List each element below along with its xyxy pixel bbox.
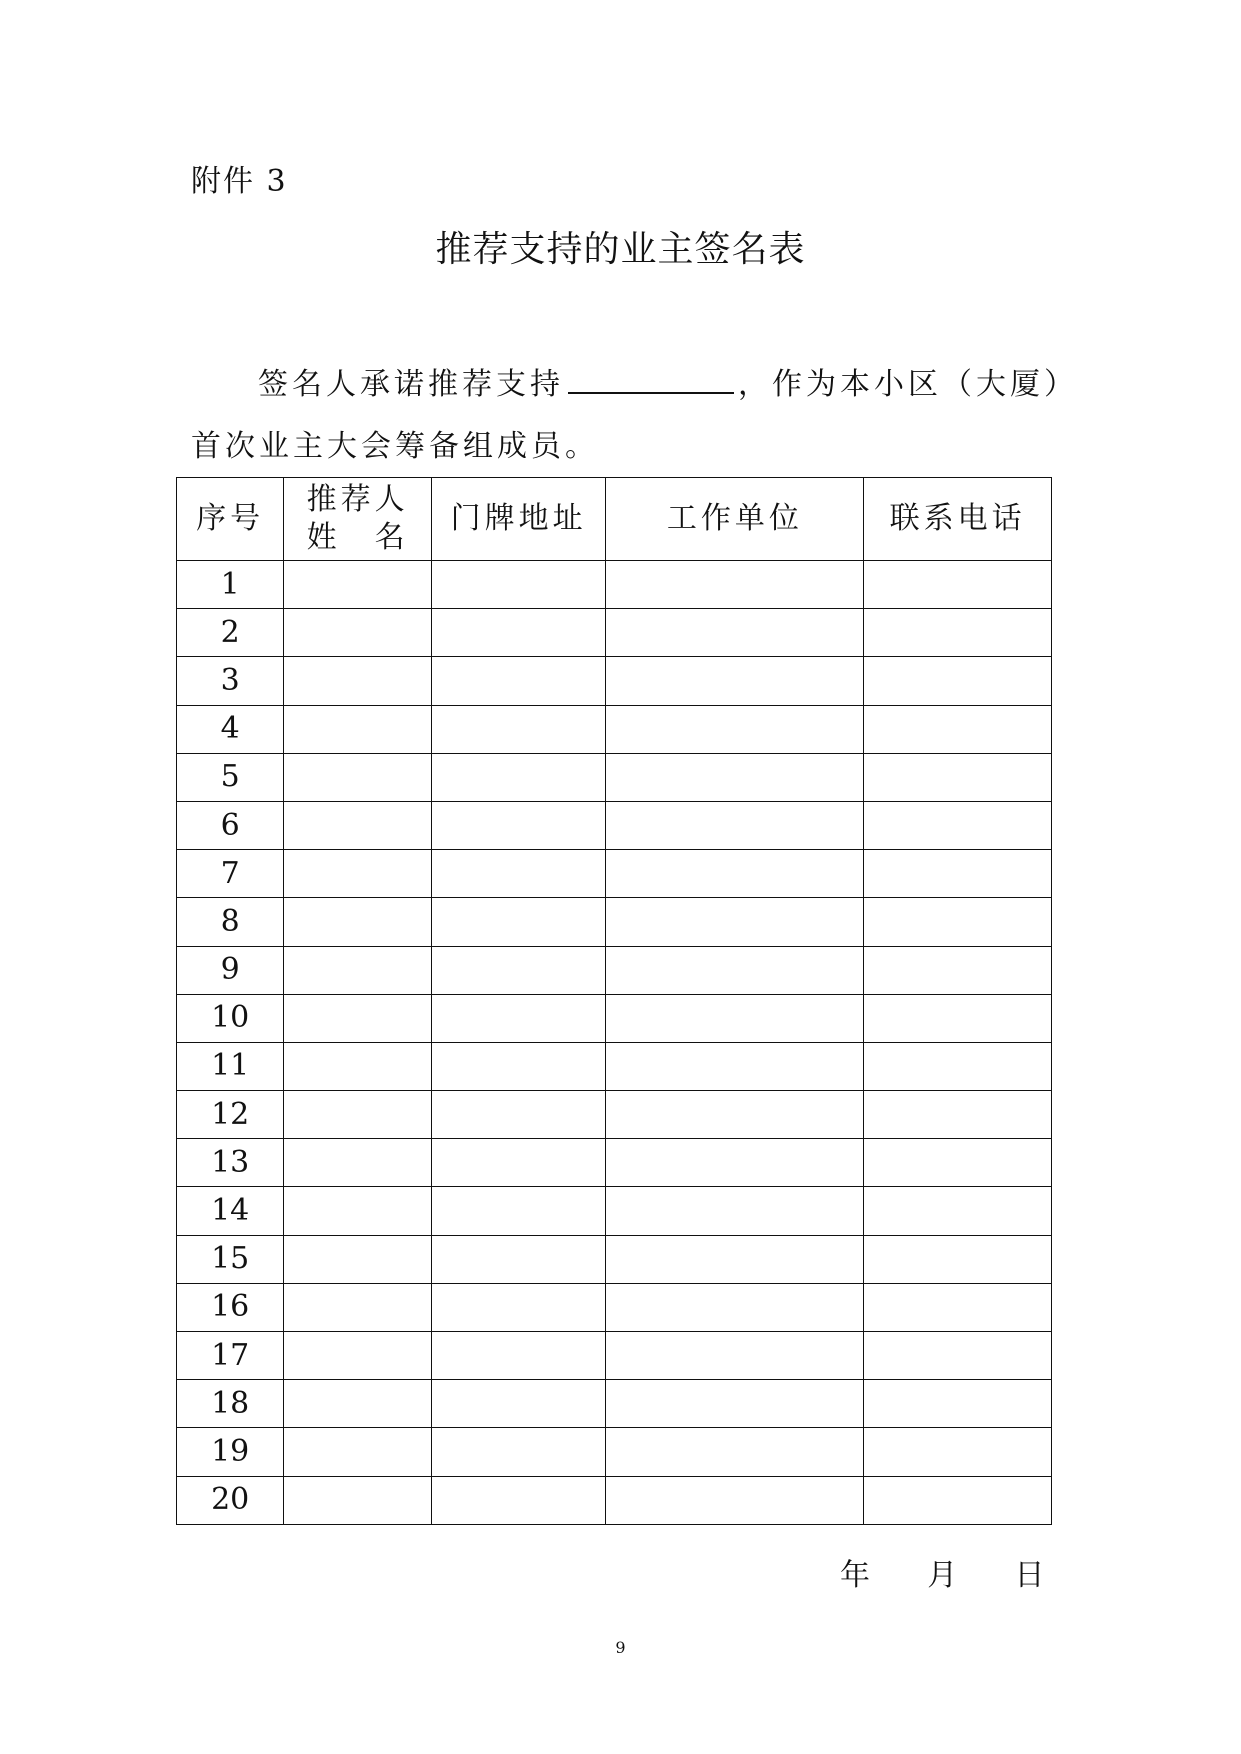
cell-phone[interactable]	[864, 898, 1052, 946]
table-row	[177, 946, 1052, 994]
header-phone: 联系电话	[864, 478, 1052, 561]
cell-work-unit[interactable]	[606, 946, 864, 994]
cell-recommender-name[interactable]	[284, 801, 432, 849]
cell-recommender-name[interactable]	[284, 1380, 432, 1428]
cell-address[interactable]	[431, 946, 606, 994]
row-seq-number: 2	[177, 609, 284, 657]
cell-address[interactable]	[431, 1380, 606, 1428]
cell-phone[interactable]	[864, 1042, 1052, 1090]
cell-phone[interactable]	[864, 1235, 1052, 1283]
cell-address[interactable]	[431, 801, 606, 849]
cell-recommender-name[interactable]	[284, 1139, 432, 1187]
header-recommender-name	[284, 478, 432, 561]
cell-work-unit[interactable]	[606, 657, 864, 705]
cell-recommender-name[interactable]	[284, 657, 432, 705]
cell-work-unit[interactable]	[606, 705, 864, 753]
cell-phone[interactable]	[864, 1332, 1052, 1380]
row-seq-number: 14	[177, 1187, 284, 1235]
cell-recommender-name[interactable]	[284, 705, 432, 753]
statement-text-before-blank: 签名人承诺推荐支持	[258, 367, 564, 402]
cell-address[interactable]	[431, 705, 606, 753]
cell-address[interactable]	[431, 898, 606, 946]
cell-address[interactable]	[431, 1428, 606, 1476]
cell-address[interactable]	[431, 1332, 606, 1380]
cell-work-unit[interactable]	[606, 1139, 864, 1187]
date-day-label: 日	[1014, 1558, 1045, 1593]
cell-phone[interactable]	[864, 1187, 1052, 1235]
cell-recommender-name[interactable]	[284, 1042, 432, 1090]
cell-work-unit[interactable]	[606, 1091, 864, 1139]
statement-line-1	[258, 362, 1078, 405]
cell-recommender-name[interactable]	[284, 1283, 432, 1331]
row-seq-number: 11	[177, 1042, 284, 1090]
cell-phone[interactable]	[864, 609, 1052, 657]
cell-work-unit[interactable]	[606, 561, 864, 609]
table-row	[177, 1139, 1052, 1187]
row-seq-number: 6	[177, 801, 284, 849]
cell-phone[interactable]	[864, 561, 1052, 609]
table-body	[177, 561, 1052, 1525]
table-row	[177, 705, 1052, 753]
table-row	[177, 1283, 1052, 1331]
table-row	[177, 1042, 1052, 1090]
cell-work-unit[interactable]	[606, 1187, 864, 1235]
row-seq-number: 9	[177, 946, 284, 994]
cell-address[interactable]	[431, 994, 606, 1042]
cell-work-unit[interactable]	[606, 1283, 864, 1331]
cell-phone[interactable]	[864, 1428, 1052, 1476]
row-seq-number: 18	[177, 1380, 284, 1428]
cell-address[interactable]	[431, 1187, 606, 1235]
cell-address[interactable]	[431, 850, 606, 898]
table-row	[177, 1187, 1052, 1235]
cell-phone[interactable]	[864, 705, 1052, 753]
cell-work-unit[interactable]	[606, 898, 864, 946]
header-name-line-1: 推荐人	[306, 482, 409, 517]
cell-recommender-name[interactable]	[284, 1428, 432, 1476]
date-line	[840, 1558, 1044, 1594]
row-seq-number: 8	[177, 898, 284, 946]
header-work-unit: 工作单位	[606, 478, 864, 561]
cell-phone[interactable]	[864, 1091, 1052, 1139]
cell-work-unit[interactable]	[606, 994, 864, 1042]
table-row	[177, 994, 1052, 1042]
cell-recommender-name[interactable]	[284, 561, 432, 609]
row-seq-number: 16	[177, 1283, 284, 1331]
row-seq-number: 20	[177, 1476, 284, 1524]
table-row	[177, 1476, 1052, 1524]
cell-phone[interactable]	[864, 801, 1052, 849]
cell-phone[interactable]	[864, 850, 1052, 898]
cell-address[interactable]	[431, 1042, 606, 1090]
row-seq-number: 15	[177, 1235, 284, 1283]
cell-work-unit[interactable]	[606, 1332, 864, 1380]
cell-address[interactable]	[431, 753, 606, 801]
cell-work-unit[interactable]	[606, 801, 864, 849]
cell-address[interactable]	[431, 1283, 606, 1331]
cell-recommender-name[interactable]	[284, 753, 432, 801]
cell-recommender-name[interactable]	[284, 898, 432, 946]
table-header-row	[177, 478, 1052, 561]
cell-recommender-name[interactable]	[284, 994, 432, 1042]
cell-address[interactable]	[431, 1235, 606, 1283]
table-row	[177, 1091, 1052, 1139]
date-month-label: 月	[927, 1558, 958, 1593]
row-seq-number: 13	[177, 1139, 284, 1187]
cell-phone[interactable]	[864, 1380, 1052, 1428]
cell-phone[interactable]	[864, 1283, 1052, 1331]
statement-line-2: 首次业主大会筹备组成员。	[191, 429, 599, 464]
cell-address[interactable]	[431, 1139, 606, 1187]
cell-work-unit[interactable]	[606, 1380, 864, 1428]
table-row	[177, 1380, 1052, 1428]
table-row	[177, 1235, 1052, 1283]
table-row	[177, 850, 1052, 898]
table-row	[177, 561, 1052, 609]
cell-recommender-name[interactable]	[284, 1476, 432, 1524]
signature-table	[176, 477, 1052, 1525]
header-name-line-2: 姓 名	[306, 520, 409, 555]
cell-recommender-name[interactable]	[284, 1235, 432, 1283]
cell-recommender-name[interactable]	[284, 946, 432, 994]
cell-address[interactable]	[431, 657, 606, 705]
table-row	[177, 657, 1052, 705]
cell-recommender-name[interactable]	[284, 609, 432, 657]
cell-address[interactable]	[431, 609, 606, 657]
cell-work-unit[interactable]	[606, 1042, 864, 1090]
row-seq-number: 19	[177, 1428, 284, 1476]
cell-phone[interactable]	[864, 946, 1052, 994]
cell-recommender-name[interactable]	[284, 1187, 432, 1235]
date-year-label: 年	[840, 1558, 870, 1593]
cell-address[interactable]	[431, 561, 606, 609]
row-seq-number: 4	[177, 705, 284, 753]
page-title: 推荐支持的业主签名表	[435, 229, 806, 270]
header-address: 门牌地址	[431, 478, 606, 561]
cell-work-unit[interactable]	[606, 753, 864, 801]
cell-recommender-name[interactable]	[284, 1091, 432, 1139]
cell-phone[interactable]	[864, 657, 1052, 705]
row-seq-number: 17	[177, 1332, 284, 1380]
recommended-name-blank[interactable]	[568, 362, 734, 394]
row-seq-number: 5	[177, 753, 284, 801]
cell-work-unit[interactable]	[606, 1476, 864, 1524]
cell-phone[interactable]	[864, 753, 1052, 801]
cell-work-unit[interactable]	[606, 850, 864, 898]
row-seq-number: 7	[177, 850, 284, 898]
table-row	[177, 609, 1052, 657]
cell-work-unit[interactable]	[606, 609, 864, 657]
cell-phone[interactable]	[864, 1139, 1052, 1187]
cell-recommender-name[interactable]	[284, 1332, 432, 1380]
row-seq-number: 10	[177, 994, 284, 1042]
table-row	[177, 753, 1052, 801]
page-number: 9	[615, 1638, 626, 1657]
cell-address[interactable]	[431, 1091, 606, 1139]
row-seq-number: 1	[177, 561, 284, 609]
header-seq: 序号	[177, 478, 284, 561]
row-seq-number: 3	[177, 657, 284, 705]
table-row	[177, 898, 1052, 946]
cell-work-unit[interactable]	[606, 1428, 864, 1476]
statement-text-after-blank: ，作为本小区（大厦）	[738, 367, 1078, 402]
cell-phone[interactable]	[864, 1476, 1052, 1524]
cell-work-unit[interactable]	[606, 1235, 864, 1283]
attachment-label: 附件 3	[191, 164, 288, 199]
row-seq-number: 12	[177, 1091, 284, 1139]
table-row	[177, 801, 1052, 849]
table-row	[177, 1332, 1052, 1380]
table-row	[177, 1428, 1052, 1476]
cell-address[interactable]	[431, 1476, 606, 1524]
cell-phone[interactable]	[864, 994, 1052, 1042]
cell-recommender-name[interactable]	[284, 850, 432, 898]
